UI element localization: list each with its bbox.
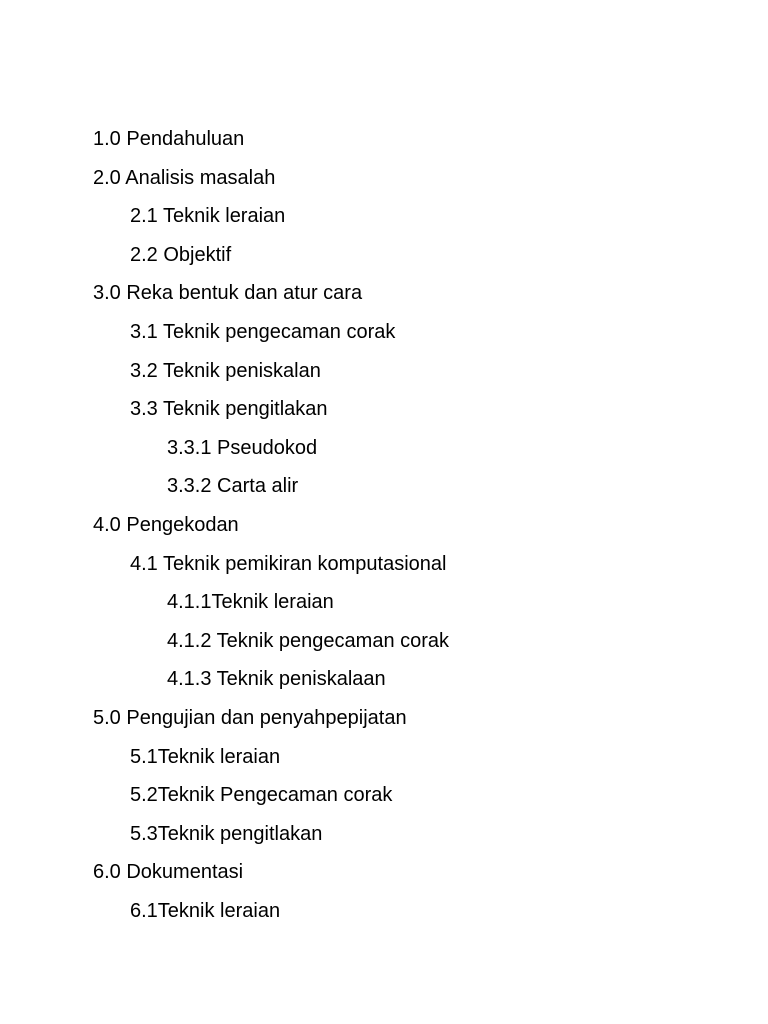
- toc-item-5-3: 5.3Teknik pengitlakan: [130, 822, 323, 845]
- toc-item-4-0: 4.0 Pengekodan: [93, 513, 239, 536]
- toc-item-5-2: 5.2Teknik Pengecaman corak: [130, 784, 393, 807]
- table-of-contents: [93, 126, 733, 936]
- toc-item-2-1: 2.1 Teknik leraian: [130, 205, 286, 228]
- toc-item-3-2: 3.2 Teknik peniskalan: [130, 359, 321, 382]
- toc-item-3-3-1: 3.3.1 Pseudokod: [167, 436, 318, 459]
- toc-item-2-2: 2.2 Objektif: [130, 243, 232, 266]
- toc-item-6-0: 6.0 Dokumentasi: [93, 861, 244, 884]
- toc-item-3-3: 3.3 Teknik pengitlakan: [130, 398, 328, 421]
- toc-item-3-3-2: 3.3.2 Carta alir: [167, 475, 299, 498]
- toc-item-3-0: 3.0 Reka bentuk dan atur cara: [93, 282, 363, 305]
- toc-item-4-1-2: 4.1.2 Teknik pengecaman corak: [167, 629, 450, 652]
- toc-item-4-1-1: 4.1.1Teknik leraian: [167, 591, 334, 614]
- toc-item-1-0: 1.0 Pendahuluan: [93, 128, 245, 150]
- toc-item-2-0: 2.0 Analisis masalah: [93, 166, 276, 189]
- toc-item-5-0: 5.0 Pengujian dan penyahpepijatan: [93, 706, 407, 729]
- toc-item-3-1: 3.1 Teknik pengecaman corak: [130, 320, 396, 343]
- toc-item-4-1-3: 4.1.3 Teknik peniskalaan: [167, 668, 386, 691]
- toc-item-6-1: 6.1Teknik leraian: [130, 899, 281, 922]
- toc-item-5-1: 5.1Teknik leraian: [130, 745, 281, 768]
- toc-item-4-1: 4.1 Teknik pemikiran komputasional: [130, 552, 447, 575]
